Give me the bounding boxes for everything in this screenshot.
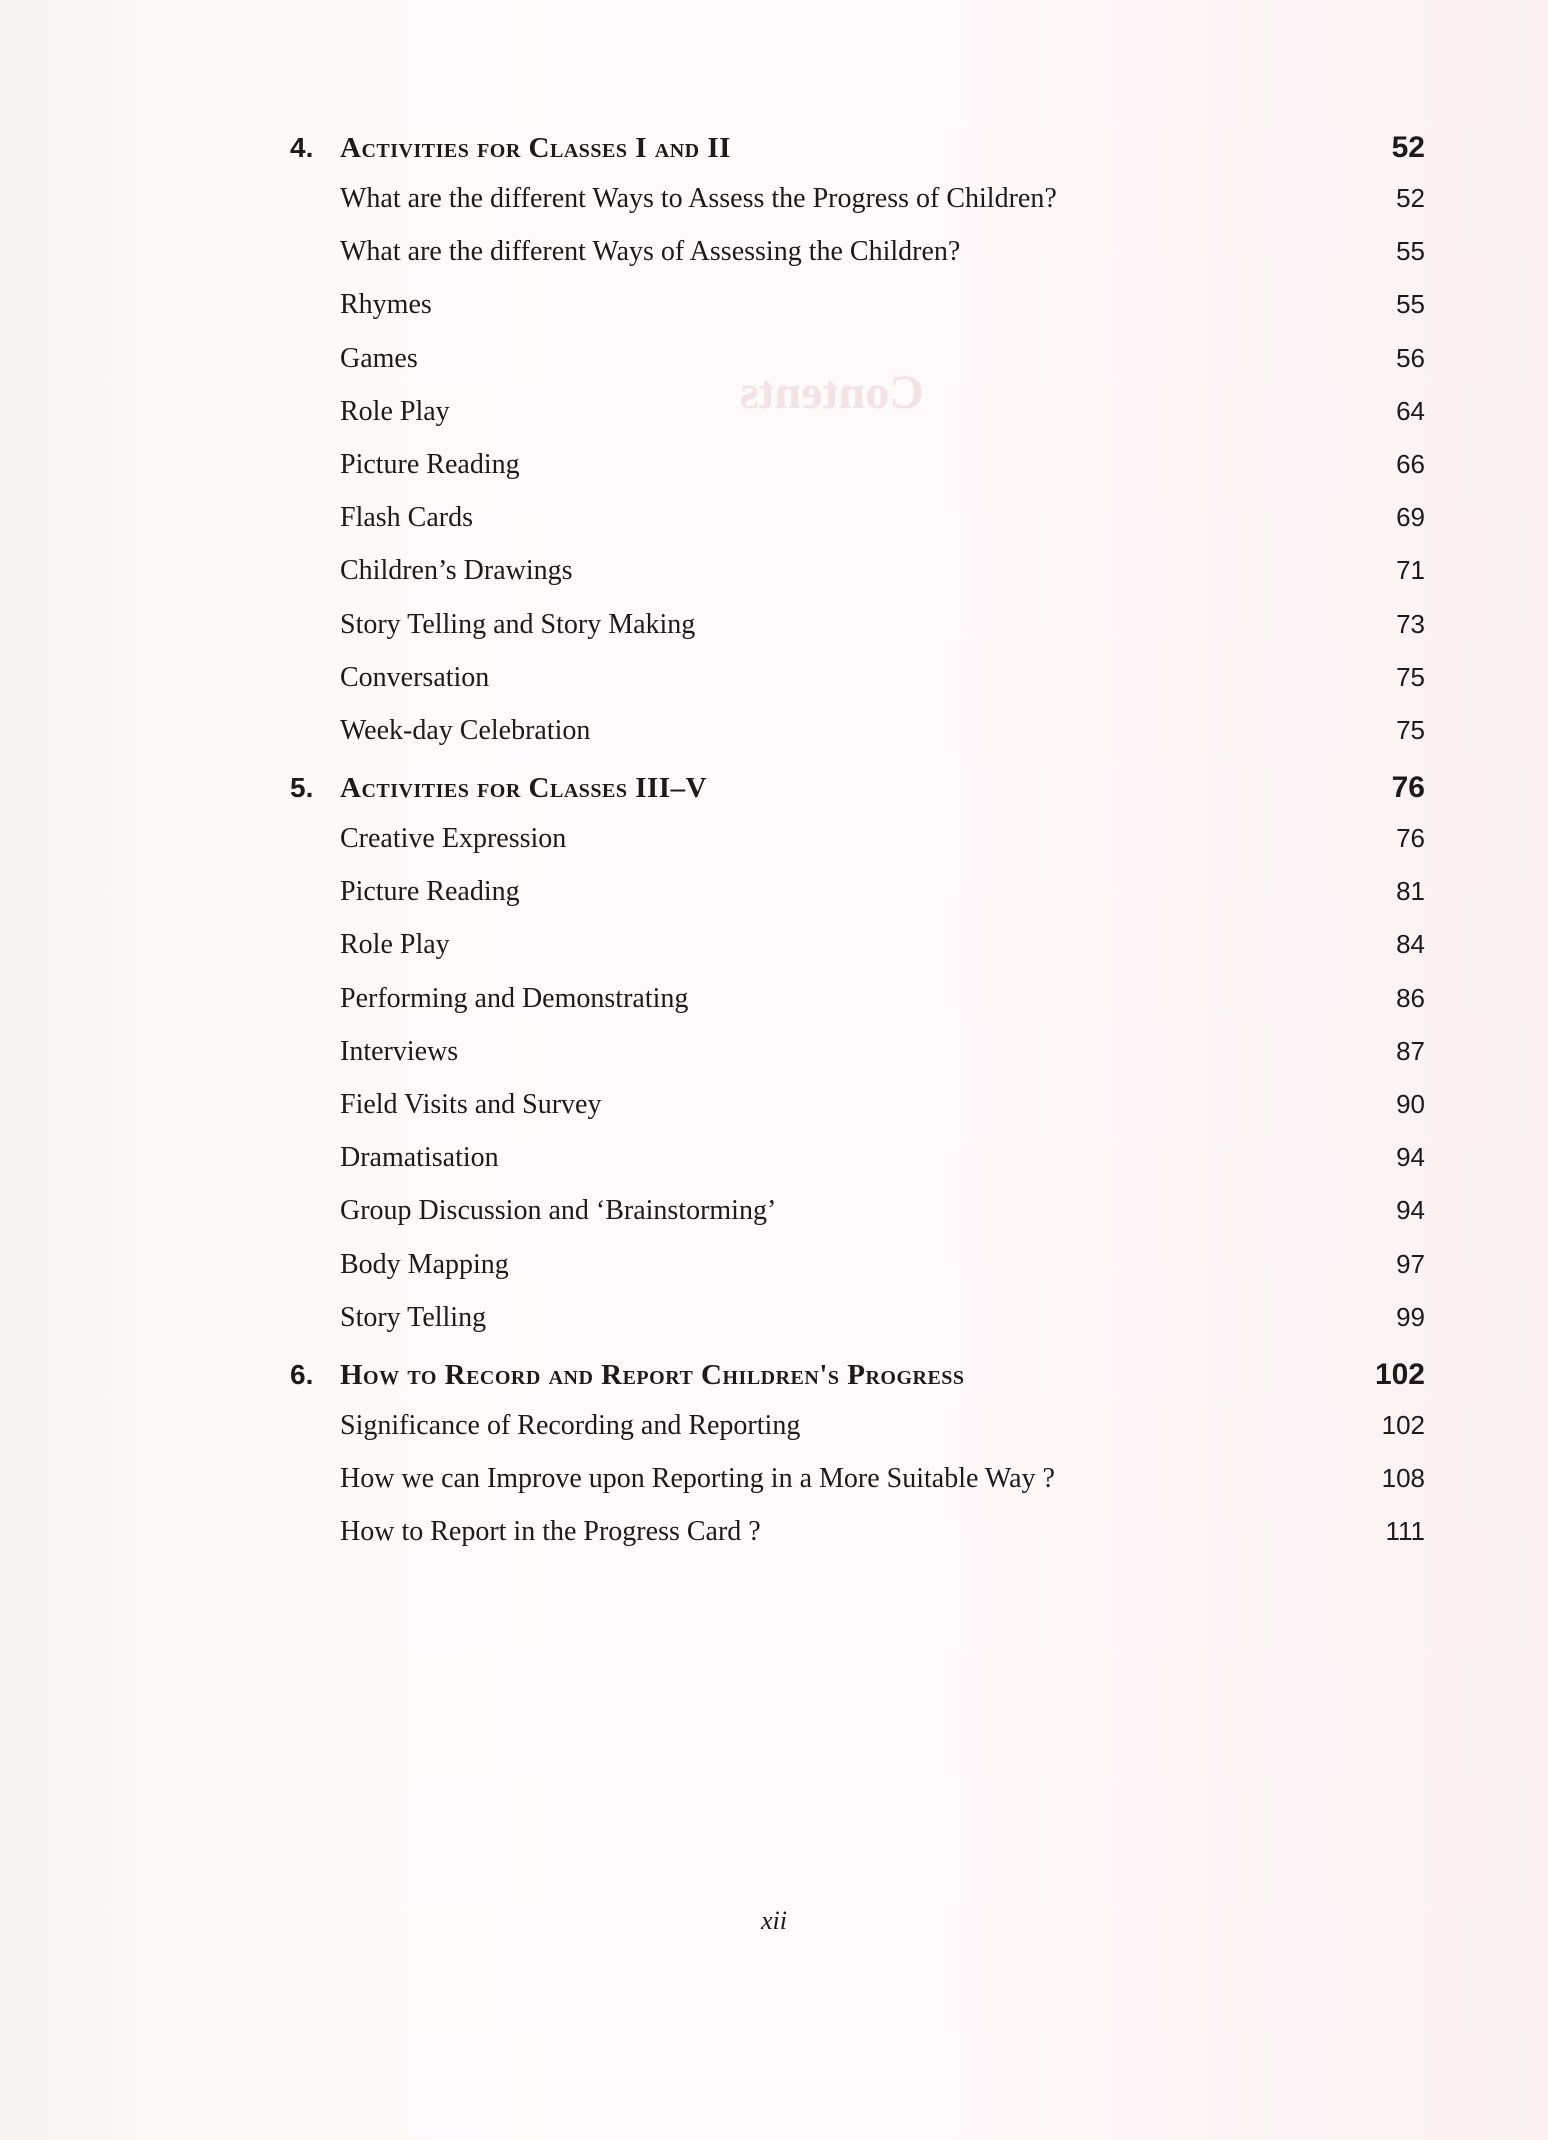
entry-page-number: 66	[1396, 448, 1425, 479]
toc-entry	[290, 236, 1425, 289]
chapter-page-number: 52	[1391, 131, 1425, 164]
entry-page-number: 86	[1396, 982, 1425, 1013]
entry-page-number: 75	[1396, 714, 1425, 745]
toc-entry	[290, 502, 1425, 555]
entry-title: Body Mapping	[340, 1248, 509, 1280]
entry-page-number: 108	[1381, 1463, 1425, 1494]
toc-entry	[290, 1089, 1425, 1142]
entry-title: Rhymes	[340, 289, 432, 321]
entry-page-number: 81	[1396, 876, 1425, 907]
toc-entry	[290, 1410, 1425, 1463]
chapter-title: Activities for Classes III–V	[340, 772, 708, 805]
entry-title: Significance of Recording and Reporting	[340, 1409, 801, 1441]
toc-entry	[290, 1195, 1425, 1248]
entry-page-number: 64	[1396, 395, 1425, 426]
entry-title: Performing and Demonstrating	[340, 982, 689, 1014]
entry-title: Conversation	[340, 661, 490, 693]
entry-title: Dramatisation	[340, 1142, 499, 1174]
entry-page-number: 84	[1396, 929, 1425, 960]
entry-title: Story Telling and Story Making	[340, 608, 696, 640]
chapter-number: 6.	[290, 1358, 314, 1390]
toc-entry	[290, 183, 1425, 236]
entry-page-number: 55	[1396, 236, 1425, 267]
chapter-page-number: 76	[1391, 771, 1425, 805]
entry-page-number: 55	[1396, 289, 1425, 320]
entry-page-number: 94	[1396, 1195, 1425, 1226]
toc-entry	[290, 555, 1425, 608]
table-of-contents	[290, 128, 1425, 1570]
toc-entry	[290, 876, 1425, 929]
chapter-number: 5.	[290, 772, 314, 804]
toc-entry	[290, 1516, 1425, 1569]
entry-title: Interviews	[340, 1035, 459, 1067]
entry-title: Story Telling	[340, 1301, 487, 1333]
page-number: xii	[761, 1906, 787, 1935]
entry-title: How to Report in the Progress Card ?	[340, 1516, 761, 1548]
toc-entry	[290, 1142, 1425, 1195]
toc-entry	[290, 343, 1425, 396]
chapter-number: 4.	[290, 132, 314, 163]
chapter-title: Activities for Classes I and II	[340, 132, 731, 164]
entry-title: What are the different Ways of Assessing the Children?	[340, 236, 961, 268]
toc-entry	[290, 1302, 1425, 1355]
entry-page-number: 102	[1381, 1409, 1425, 1440]
toc-entry	[290, 715, 1425, 768]
entry-page-number: 76	[1396, 823, 1425, 854]
entry-page-number: 111	[1385, 1516, 1425, 1547]
entry-page-number: 56	[1396, 342, 1425, 373]
chapter-label	[290, 132, 731, 165]
toc-entry	[290, 289, 1425, 342]
entry-page-number: 75	[1396, 661, 1425, 692]
toc-entry	[290, 929, 1425, 982]
entry-page-number: 97	[1396, 1248, 1425, 1279]
toc-entry	[290, 823, 1425, 876]
entry-page-number: 71	[1396, 555, 1425, 586]
entry-page-number: 90	[1396, 1089, 1425, 1119]
entry-title: Creative Expression	[340, 823, 567, 855]
toc-entry	[290, 1249, 1425, 1302]
toc-entry	[290, 1463, 1425, 1516]
entry-page-number: 52	[1396, 183, 1425, 213]
chapter-label	[290, 772, 707, 805]
chapter-title: How to Record and Report Children's Progress	[340, 1358, 965, 1391]
entry-title: Children’s Drawings	[340, 555, 573, 587]
entry-title: What are the different Ways to Assess the Progress of Children?	[340, 183, 1057, 214]
entry-title: How we can Improve upon Reporting in a More Suitable Way ?	[340, 1463, 1055, 1495]
entry-title: Role Play	[340, 929, 450, 961]
entry-page-number: 73	[1396, 608, 1425, 639]
chapter-heading	[290, 1358, 1425, 1410]
show-through-text: Contents	[740, 366, 925, 419]
entry-page-number: 87	[1396, 1035, 1425, 1066]
entry-title: Role Play	[340, 395, 450, 427]
entry-title: Picture Reading	[340, 876, 520, 908]
entry-title: Flash Cards	[340, 502, 473, 534]
toc-entry	[290, 662, 1425, 715]
entry-title: Week-day Celebration	[340, 714, 591, 746]
entry-page-number: 94	[1396, 1142, 1425, 1173]
entry-title: Picture Reading	[340, 448, 520, 480]
chapter-heading	[290, 131, 1425, 183]
toc-entry	[290, 609, 1425, 662]
chapter-heading	[290, 771, 1425, 823]
entry-title: Field Visits and Survey	[340, 1089, 602, 1120]
toc-entry	[290, 449, 1425, 502]
toc-entry	[290, 983, 1425, 1036]
entry-title: Group Discussion and ‘Brainstorming’	[340, 1195, 777, 1227]
entry-page-number: 69	[1396, 502, 1425, 533]
chapter-label	[290, 1359, 965, 1392]
toc-entry	[290, 1036, 1425, 1089]
toc-entry	[290, 396, 1425, 449]
chapter-page-number: 102	[1374, 1357, 1425, 1391]
entry-page-number: 99	[1396, 1301, 1425, 1332]
entry-title: Games	[340, 342, 418, 374]
